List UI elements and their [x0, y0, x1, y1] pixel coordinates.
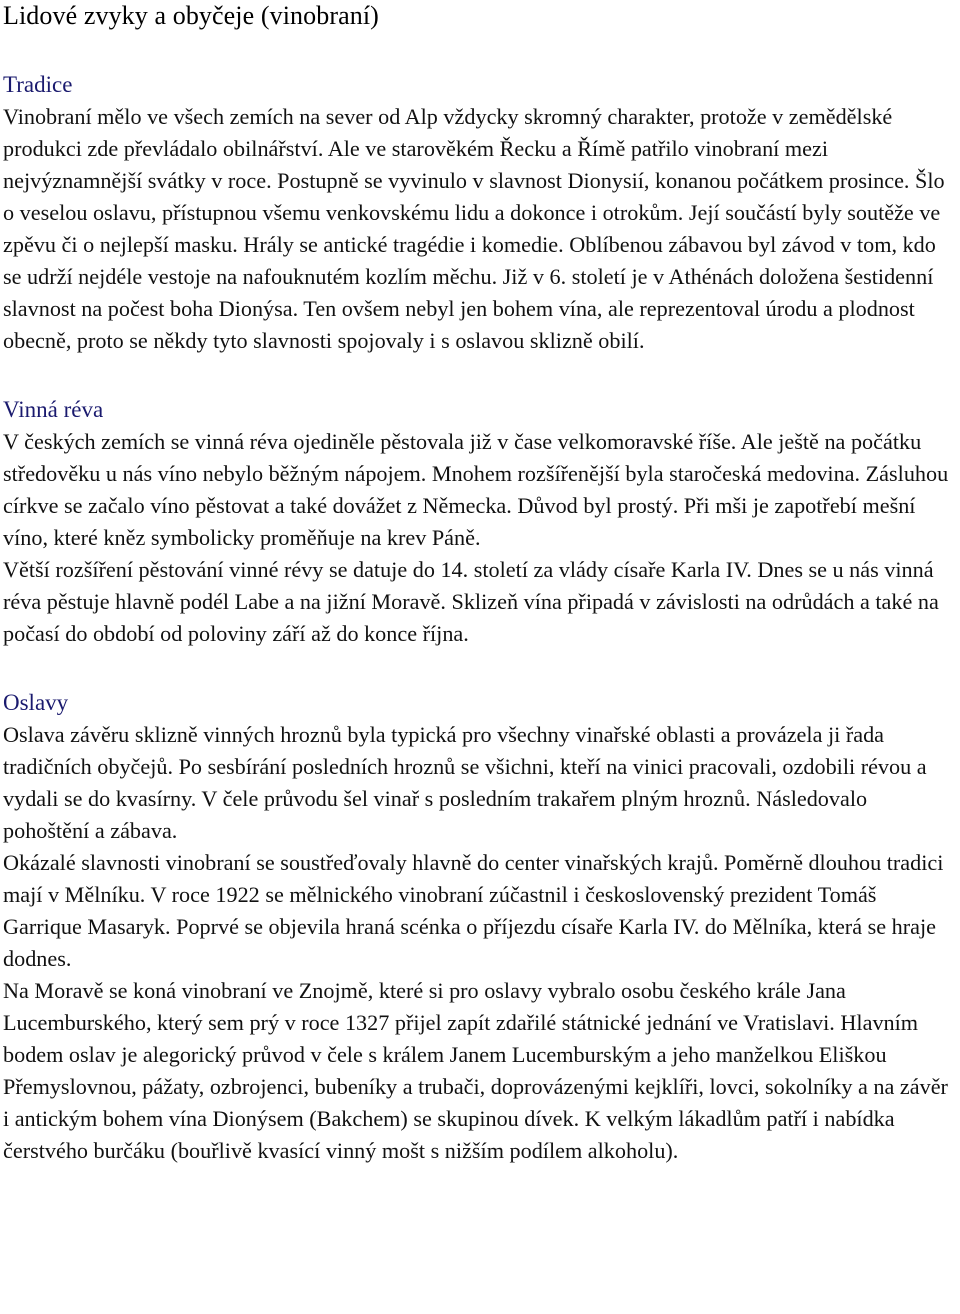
- paragraph: V českých zemích se vinná réva ojediněle pěstovala již v čase velkomoravské říše. Ale ještě na počátku středověku u nás víno nebylo běžným nápojem. Mnohem rozšířenější byla staročeská medovina. Zásluhou církve se začalo víno pěstovat a také dovážet z Německa. Důvod byl prostý. Při mši je zapotřebí mešní víno, které kněz symbolicky proměňuje na krev Páně.: [3, 429, 949, 550]
- section-heading: Tradice: [3, 72, 73, 97]
- document-page: [3, 0, 953, 1167]
- section-heading: Vinná réva: [3, 397, 104, 422]
- paragraph: Oslava závěru sklizně vinných hroznů byla typická pro všechny vinařské oblasti a provázela ji řada tradičních obyčejů. Po sesbírání posledních hroznů se všichni, kteří na vinici pracovali, ozdobili révou a vydali se do kvasírny. V čele průvodu šel vinař s posledním trakařem plným hroznů. Následovalo pohoštění a zábava.: [3, 722, 927, 843]
- paragraph: Na Moravě se koná vinobraní ve Znojmě, které si pro oslavy vybralo osobu českého krále Jana Lucemburského, který sem prý v roce 1327 přijel zapít zdařilé státnické jednání ve Vratislavi. Hlavním bodem oslav je alegorický průvod v čele s králem Janem Lucemburským a jeho manželkou Eliškou Přemyslovnou, pážaty, ozbrojenci, bubeníky a trubači, doprovázenými kejklíři, lovci, sokolníky a na závěr i antickým bohem vína Dionýsem (Bakchem) se skupinou dívek. K velkým lákadlům patří i nabídka čerstvého burčáku (bouřlivě kvasící vinný mošt s nižším podílem alkoholu).: [3, 978, 948, 1163]
- section-oslavy: [3, 687, 953, 1167]
- section-vinna-reva: [3, 394, 953, 650]
- section-heading: Oslavy: [3, 690, 69, 715]
- paragraph: Vinobraní mělo ve všech zemích na sever od Alp vždycky skromný charakter, protože v zemědělské produkci zde převládalo obilnářství. Ale ve starověkém Řecku a Římě patřilo vinobraní mezi nejvýznamnější svátky v roce. Postupně se vyvinulo v slavnost Dionysií, konanou počátkem prosince. Šlo o veselou oslavu, přístupnou všemu venkovskému lidu a dokonce i otrokům. Její součástí byly soutěže ve zpěvu či o nejlepší masku. Hrály se antické tragédie i komedie. Oblíbenou zábavou byl závod v tom, kdo se udrží nejdéle vestoje na nafouknutém kozlím měchu. Již v 6. století je v Athénách doložena šestidenní slavnost na počest boha Dionýsa. Ten ovšem nebyl jen bohem vína, ale reprezentoval úrodu a plodnost obecně, proto se někdy tyto slavnosti spojovaly i s oslavou sklizně obilí.: [3, 104, 945, 353]
- paragraph: Větší rozšíření pěstování vinné révy se datuje do 14. století za vlády císaře Karla IV. Dnes se u nás vinná réva pěstuje hlavně podél Labe a na jižní Moravě. Sklizeň vína připadá v závislosti na odrůdách a také na počasí do období od poloviny září až do konce října.: [3, 557, 939, 646]
- paragraph: Okázalé slavnosti vinobraní se soustřeďovaly hlavně do center vinařských krajů. Poměrně dlouhou tradici mají v Mělníku. V roce 1922 se mělnického vinobraní zúčastnil i československý prezident Tomáš Garrique Masaryk. Poprvé se objevila hraná scénka o příjezdu císaře Karla IV. do Mělníka, která se hraje dodnes.: [3, 850, 944, 971]
- page-title: Lidové zvyky a obyčeje (vinobraní): [3, 1, 379, 30]
- section-tradice: [3, 69, 953, 357]
